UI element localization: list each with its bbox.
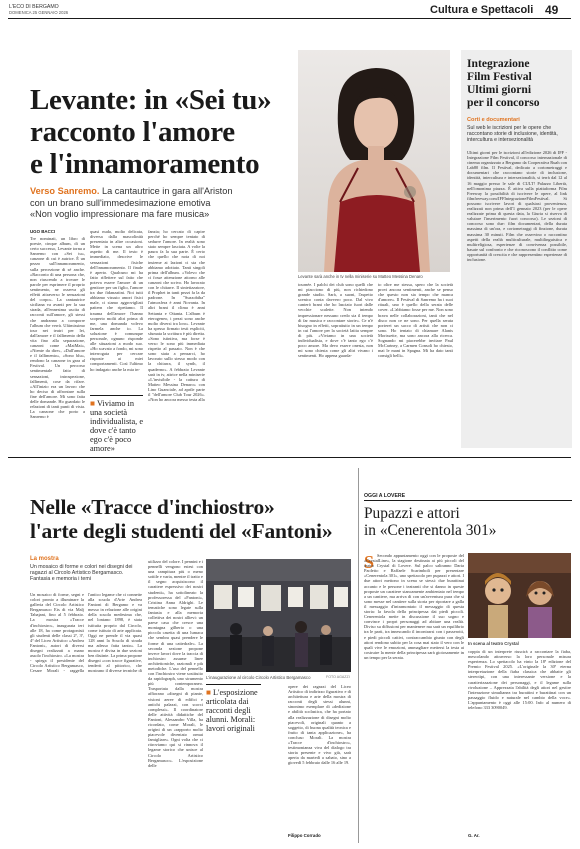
page-number: 49 <box>545 3 559 17</box>
right-body-column: Secondo appuntamento oggi con le proposte del «CrystalLine», la stagione destinata ai più piccoli del teatro Crystal di Lovere. Sul palco saliranno Daria Paoletto e Raffaele Scarimboli per presentare «Cenerentola 301», uno spettacolo per pupazzi e attori. I due attori mettono in scena se stessi: due burattinai accanto e le persone i teatranti che si danno in queste proposte un carattere stancamente ambientato nel tempo a un cantiere, ma arriva di con un'avventura pura che si sono messe nel cantiere sulla storia per riportare a galla il messaggio d'intramontato il messaggio di questa storia: la favola della principessa dai piedi piccoli. Cenerentola mette in discussione il suo sogno e convince i propri personaggi ad abitare una realtà. Diviso su diffusioni per mantenere ma sarà un equilibrio tra le parti, tra innescando il incontrarsi con i passerotti, e piedi piccoli cattivi, contraccambio giunto con degli attori rendono subito per la cosa mai stato il vero con le quali vive le emozioni, ammagliare mettersi la testa ai costruire la mente della principessa sarà gioiosamente in un tempo per la serata. <box>364 553 464 660</box>
newspaper-name: L'ECO DI BERGAMO <box>9 4 59 10</box>
pull-quote-rule <box>90 395 143 396</box>
bottom-body-column: utilizzo del colore. I pennini e i pennelli vengono estesi con una campitura più o meno sottile e varia, mentre il tratto e il segno acquisiscono il carattere espressivo dei nostri studenti», ha sottolineato la professoressa del «Fantoni», Cristina Anna Aldrighi. Le tematiche sono legate sulla fantasia e alla memoria collettiva dei nostri allievi: un paese casa che cresce una montagna gilberio o una piccola casetta di una lumaca che sembra quasi prendere le forme di una cattedrale». La seconda sezione propone invece lavori dove la traccia di inchiostro assume linee architettoniche, razionali e più metodiche. L'uso del pennello con l'inchiostro viene sostituito da rapidograph, uno strumento più contemporaneo. Trasportata dalla mostra affiorano «disegni di piante, visioni aeree di edifici e antichi palazzi, con scorci complessi». Il coordinatore delle attività didattiche del Fantoni, Alessandro Villa, ha ricordato, come Morali, le origini di un «rapporto molto piacevole diventato ormai famigliare». Ogni volta che ci ritroviamo qui si rinnova il legame storico che unisce al Circolo Artistico Bergamasco». L'esposizione delle <box>148 559 203 768</box>
drop-cap: S <box>364 552 375 572</box>
bottom-pull-quote: ■ L'esposizione articolata dai racconti degli alunni. Morali: lavori originali <box>206 688 258 733</box>
issue-date: DOMENICA 25 GENNAIO 2026 <box>9 10 69 15</box>
top-subhead-text: con un brano sull'immedesimazione emotiva <box>30 197 211 208</box>
top-headline-line: Levante: in «Sei tu» <box>30 84 272 116</box>
top-subhead-text: «Non voglio impressionare ma fare musica» <box>30 209 210 219</box>
pull-quote-rule <box>206 684 261 685</box>
quote-mark-icon: ■ <box>90 399 97 408</box>
top-subhead-text: La cantautrice in gara all'Ariston <box>99 186 233 196</box>
levante-photo <box>298 50 450 272</box>
right-section-tag: OGGI A LOVERE <box>364 493 406 499</box>
top-headline-line: e l'innamoramento <box>30 148 260 180</box>
levante-photo-caption: Levante sarà anche in tv nella miniserie su Matteo Messina Denaro <box>298 274 423 279</box>
exhibition-photo <box>206 559 351 672</box>
top-body-column: tournée. I palchi dei club sono quelli che mi piacciono di più, non richiedono grande studio. Sarà, a suoni, l'aspetto scenico conta davvero poco. Dal vivo canterò brani che ho lasciato fuori dalle vecchie scalette. Non intendo impressionare nessuno credo sia il tempo di far musica e raccontare storie». Ce n'è bisogno in effetti, soprattutto in un tempo in cui l'amore per la società latita sempre di più. «Viviamo in una società individualista, e dove c'è tanto ego c'è poco amore. Ma devo essere onesta, non mi sono chiesta come gli altri vivano i sentimenti. Ho appena guarda- <box>298 282 373 359</box>
bottom-summary: Un mosaico di forme e colori nei disegni dei ragazzi al Circolo Artistico Bergamasco. Fantasia e memoria i temi <box>30 564 133 583</box>
section-title: Cultura e Spettacoli <box>430 4 534 16</box>
puppets-photo <box>468 553 571 638</box>
bottom-body-columns: Un mosaico di forme, segni e colori pronto a illuminare la galleria del Circolo Artistico Bergamasco Ets di via Malj Tabajani, fino al 5 febbraio. La mostra «Tracce d'inchiostro», inaugurata ieri alle 18, ha come protagonisti gli studenti delle classi 2ª, 3ª, 4ª del Liceo Artistico «Andrea Fantoni», autori di diversi disegni realizzati a mano assolo l'inchiostro. «La mostra - spiega il presidente del Circolo Artistico Bergamasco, Cesare Morali - raggella l'antico legame che ci connette alla scuola d'Arte Andrea Fantoni di Bergamo e va messo in relazione alle origini della scuola medesima che, nel lontano 1898, è stata istituita proprio dal Circolo, come istituto di arte applicata. Oggi ne prende il via quasi 128 anni la Scuola di strada ma adesso fatta tanto». La mostra è divisa in due sezioni ben distinte. La prima propone disegni «con tracce figurative, tenderti al pittorico, che mostrano il diverse tecniche di <box>30 592 142 674</box>
top-body-column: to oltre me stessa, spero che la società provi ancora sentimenti, anche se penso che questo non sia tempo che manca d'amore». Il Festival di Sanremo ha i suoi rituali, uno è quello della serata delle cover. «L'abbiamo fosse per me. Non sono brava nelle collaborazioni, tanti che nel disco non ce ne sono. Per quella serata porterei un sacco di artisti che non ci sono. Ho tentato di chiamare Alanis Morissette, ma sono ancora alla ricerca. Sognando mi piacerebbe invitare Paul McCartney, a Carmen Consoli ho chiesto, mai le mani in Spagna. Mi ha dato tanti consigli belli». <box>378 282 453 359</box>
bottom-signature: Filippo Corrado <box>288 833 321 838</box>
bottom-body-column: opere dei ragazzi del Liceo Artistico di indirizzo figurativo e di architettura e arte della mostra di racconti degli stessi alunni, sinonimo esemplare di «dedizione e abilità scolastica, che ha portato alla realizzazione di disegni molto piacevoli, originali quanto a soggetto, di buona qualità tecnica e frutto di tanta applicazione», ha concluso Morali. La mostra «Tracce d'inchiostro», testimonianza viva del dialogo tra storia presente e vivo già, sarà aperta da martedì a sabato, sino a giovedì 5 febbraio dalle 16 alle 19. <box>288 684 351 766</box>
tag-rule <box>364 500 572 501</box>
top-pull-quote: ■ Viviamo in una società individualista, e dove c'è tanto ego c'è poco amore» <box>90 399 143 454</box>
top-headline <box>30 84 271 180</box>
masthead-rule <box>8 18 571 19</box>
bottom-kicker: La mostra <box>30 556 59 562</box>
top-kicker: Verso Sanremo. <box>30 186 100 196</box>
photo-credit: FOTO AGAZZI <box>326 675 350 679</box>
puppets-photo-caption: In scena al teatro Crystal <box>468 641 519 646</box>
top-subhead <box>30 186 305 221</box>
section-divider <box>8 457 571 458</box>
right-body-column: coppia di un interprete riuscirà a raccontare la fiaba, mescolando attraverso la loro personale misura esperienza. Lo spettacolo ha vinto la 18ª edizione del Premio Festival 2025. «L'originale la 30ª eterna interpretazione della fiaba classica che abbatte gli stereotipi, con una interessante versione e la caratterizzazione dei personaggi, e il legame sulla rivoluzione – Apprezzata l'abilità degli attori nel gestire l'interazione simultanea tra burattini e burattinai con un passaggio fluido e naturale nel cambio della voce». L'appuntamento è oggi alle 15:00. Info al numero di telefono 333 3090049. <box>468 649 571 711</box>
right-signature: G. Ar. <box>468 833 480 838</box>
top-body-column: fanzia; ho cercato di capire perché ho sempre tentato di sedurre l'amore. In realtà sono stato sempre lasciata. A volte la paura fa la sua parte. È certo che quello che nota di noi insieme ai lazioni ci sta che abbiamo adottato. Tanti singoli prima dell'album. «Volevo che ci fosse attenzione attorno alle canzoni che scrivo. Ho lavorato con le chitarre. Il sintetizzatore, il Prophet in tanti pezzi fa la da padrone. In "Suzzobiba" l'atmosfera è anni Novanta. In altri brani il clima è anni Settanta e Ottanta. L'album è eterogeneo, i pezzi sono anche molto diversi tra loro». Levante ha spesso firmato testi espliciti, sfumata la scrittura è più diretta. «Sono istintiva, ma forse è verso le sono più immediata rispetto al passato. Non è che sono stata a pensarci, ho lavorato sullo stesso modo con la chitarra, il synth, il quaderno». A febbraio Levante sarà in tv, attrice nella miniserie «L'invisibile - la cattura di Matteo Messina Denaro» con Lino Guanciale, ad aprile parte il "dell'amore Club Tour 2026». «Non ho ancora messo testa alla <box>148 229 205 403</box>
top-body-column: quasi nuda, molto delicata, diversa dalla mascolinità presentata in altre occasioni. Mette in scena un altro aspetto di me. Il testo è immediato, descrive le sensazioni fisiche dell'innamoramento. Il finale è aperto. Qualcuno mi ha fatto riflettere sul fatto che poteva essere l'amore di un genitore per un figlio, l'amore tra due fidanzatini. Noi tutti abbiamo vissuto amori fisici male, ci siamo aggrovigliati pattern che ripetiamo. Il trauma dell'amore l'hanno scoperto molti altri prima di me, una domanda volevo farmela anche io. La soluzione è comunque personale, ognuno risponde alle situazioni a modo suo. «Ho scavato a fondo, mi sono interrogata per cercare risposte ai miei comportamenti. Così l'ultimo ho indagato anche la mia in- <box>90 229 143 372</box>
sidebar-headline: Integrazione Film Festival Ultimi giorni per il concorso <box>467 57 540 109</box>
sidebar-body: Ultimi giorni per le iscrizioni all'edizione 2026 di IFF - Integrazione Film Festival, il concorso internazionale di cinema organizzato a Bergamo da Cooperativa Ruah con Lab80 film. Il Festival, dedicato a cortometraggi e documentari che raccontano storie di inclusione, identità, intercultura e intersezionalità, si terrà dal 12 al 16 maggio presso le sale di CULT! Palazzo Libertà, nell'omonima piazza. È attiva sulla piattaforma Film Freeway la possibilità di iscrivere le opere, al link filmfreeway.com/IFFIntegrazioneFilmFestival. Si possono iscrivere lavori di qualsiasi provenienza, realizzati non prima dell'1 gennaio 2023 (per le opere realizzate prima di questa data, la Giuria si riserva di valutare l'inserimento fuori concorso). Le sezioni di concorso sono due: film documentari, della durata massima di un'ora, e cortometraggi di finzione, durata massima 30 minuti. Film che osservino o raccontino aspetti della realtà multiculturale, multilinguistica e multireligiosa, esperienze di convivenza possibile, basate sul confronto e che riconoscono il conflitto come opportunità di crescita e che rappresentino esperienze di inclusione. <box>467 150 567 262</box>
top-body-column: Tre nominati, un libro di poesie, cinque album, di un certo successo, Levante torna a Sanremo con «Sei tu», canzone di cui è autrice. È un pezzo sull'innamoramento, sulla percezione di sé anche. «Racconto di una persona che, non riuscendo a trovare le parole per esprimere il proprio sentimento, ne osserva gli effetti attraverso le sensazioni del corpo». La cantautrice siciliana va avanti per la sua strada, all'ennesima uscita di racconti sull'amore, gli stessi che andranno a comporre l'album che verrà. Ultimissimo tour nei teatri per lei, dall'amore e il fallimento della vita fino alla separazione, canzoni come «MaiMai», «Niente da dire», «Dall'amore e il fallimento», «Sono blu», rendono la canzone in gara al Festival. Un percorso sentimentale fatto di sensazioni, introspezione, fallimenti, cose da rifare. «All'inizio era un lavoro che ho deciso di affrontare sulla fine dell'amore. Mi sono fatta delle domande. Ho guardato le relazioni di tanti punti di vista. La canzone che porto a Sanremo è <box>30 236 85 420</box>
sidebar-kicker: Corti e documentari <box>467 117 520 123</box>
top-byline: UGO BACCI <box>30 229 56 234</box>
sidebar-summary: Sul web le iscrizioni per le opere che raccontano storie di inclusione, identità, intercultura e intersezionalità <box>467 125 558 144</box>
quote-mark-icon: ■ <box>206 688 213 697</box>
bottom-headline: Nelle «Tracce d'inchiostro» l'arte degli studenti del «Fantoni» <box>30 495 333 543</box>
exhibition-photo-caption: L'inaugurazione al circolo Circolo Artistico Bergamasco <box>206 675 311 680</box>
right-headline: Pupazzi e attori in «Cenerentola 301» <box>364 505 497 539</box>
top-headline-line: racconto l'amore <box>30 116 235 148</box>
column-divider <box>358 468 359 843</box>
